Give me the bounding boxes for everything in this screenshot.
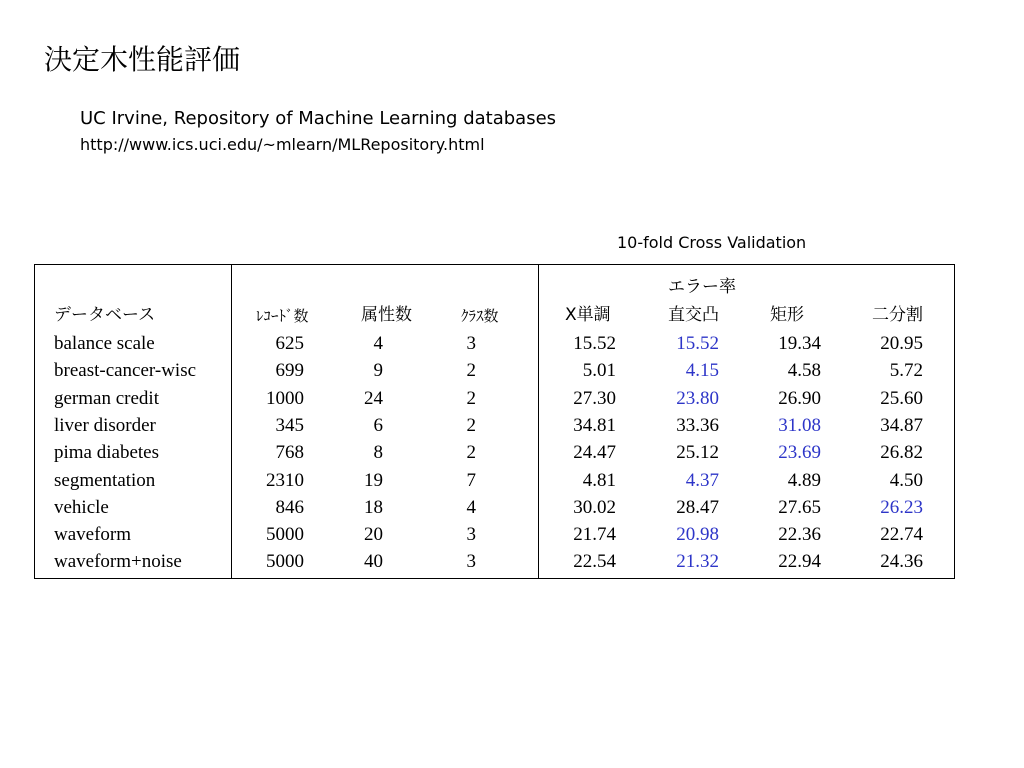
cell-attributes: 20 [364,524,383,546]
cell-convex: 33.36 [676,414,719,436]
cell-convex: 21.32 [676,551,719,573]
header-binary-split: 二分割 [872,305,923,325]
cell-name: balance scale [54,333,155,354]
cell-x-monotone: 24.47 [573,442,616,464]
cell-attributes: 40 [364,551,383,573]
cell-records: 5000 [266,524,304,546]
cell-binary-split: 34.87 [880,414,923,436]
cell-binary-split: 20.95 [880,333,923,354]
cell-binary-split: 25.60 [880,387,923,409]
cell-records: 699 [275,360,304,382]
cell-attributes: 6 [373,414,383,436]
cell-convex: 20.98 [676,524,719,546]
cell-binary-split: 22.74 [880,524,923,546]
cell-name: liver disorder [54,414,156,436]
cell-attributes: 24 [364,387,383,409]
cell-rectangle: 31.08 [778,414,821,436]
cell-records: 1000 [266,387,304,409]
table-row [35,439,954,466]
cell-attributes: 19 [364,469,383,491]
cell-name: segmentation [54,469,156,491]
cell-classes: 3 [466,333,476,354]
header-error-rate: エラー率 [668,277,736,297]
cell-convex: 15.52 [676,333,719,354]
table-row [35,357,954,384]
cell-x-monotone: 22.54 [573,551,616,573]
cell-rectangle: 19.34 [778,333,821,354]
cell-records: 625 [275,333,304,354]
cell-rectangle: 22.94 [778,551,821,573]
cell-name: waveform [54,524,132,546]
cell-rectangle: 4.89 [787,469,821,491]
cell-rectangle: 22.36 [778,524,821,546]
table-row [35,467,954,494]
table-row [35,521,954,548]
cell-rectangle: 4.58 [787,360,821,382]
cell-records: 345 [275,414,304,436]
cell-binary-split: 26.82 [880,442,923,464]
page-title: 決定木性能評価 [44,43,241,76]
table-row [35,330,954,357]
header-x-monotone: X単調 [565,305,611,325]
header-records: ﾚｺｰﾄﾞ数 [256,307,309,325]
results-table [34,264,955,579]
table-row [35,412,954,439]
cell-classes: 4 [466,496,476,518]
cell-rectangle: 23.69 [778,442,821,464]
header-classes: ｸﾗｽ数 [461,307,499,325]
cell-attributes: 4 [373,333,383,354]
cell-x-monotone: 4.81 [582,469,616,491]
cell-convex: 23.80 [676,387,719,409]
cell-convex: 4.37 [685,469,719,491]
cell-x-monotone: 34.81 [573,414,616,436]
cell-x-monotone: 5.01 [582,360,616,382]
cell-records: 846 [275,496,304,518]
cell-binary-split: 5.72 [889,360,923,382]
cell-records: 768 [275,442,304,464]
cell-convex: 25.12 [676,442,719,464]
header-rectangle: 矩形 [770,305,804,325]
cell-classes: 2 [466,387,476,409]
header-database: データベース [54,305,156,325]
cell-name: pima diabetes [54,442,159,464]
cell-binary-split: 26.23 [880,496,923,518]
cell-classes: 3 [466,551,476,573]
cell-binary-split: 4.50 [889,469,923,491]
table-row [35,385,954,412]
cell-records: 2310 [266,469,304,491]
cell-x-monotone: 15.52 [573,333,616,354]
cell-classes: 7 [466,469,476,491]
cell-classes: 2 [466,414,476,436]
cell-convex: 4.15 [685,360,719,382]
header-convex: 直交凸 [668,305,719,325]
cell-records: 5000 [266,551,304,573]
header-attributes: 属性数 [361,305,412,325]
cell-x-monotone: 27.30 [573,387,616,409]
cell-x-monotone: 30.02 [573,496,616,518]
cross-validation-label: 10-fold Cross Validation [617,233,807,252]
cell-rectangle: 26.90 [778,387,821,409]
table-row [35,494,954,521]
table-row [35,548,954,575]
cell-name: german credit [54,387,159,409]
cell-classes: 3 [466,524,476,546]
cell-binary-split: 24.36 [880,551,923,573]
cell-name: waveform+noise [54,551,182,573]
cell-attributes: 9 [373,360,383,382]
cell-rectangle: 27.65 [778,496,821,518]
cell-attributes: 8 [373,442,383,464]
source-name: UC Irvine, Repository of Machine Learning databases [80,108,557,129]
cell-classes: 2 [466,360,476,382]
source-url: http://www.ics.uci.edu/~mlearn/MLRepository.html [80,135,485,154]
cell-attributes: 18 [364,496,383,518]
cell-classes: 2 [466,442,476,464]
cell-name: vehicle [54,496,109,518]
cell-name: breast-cancer-wisc [54,360,197,382]
cell-convex: 28.47 [676,496,719,518]
cell-x-monotone: 21.74 [573,524,616,546]
